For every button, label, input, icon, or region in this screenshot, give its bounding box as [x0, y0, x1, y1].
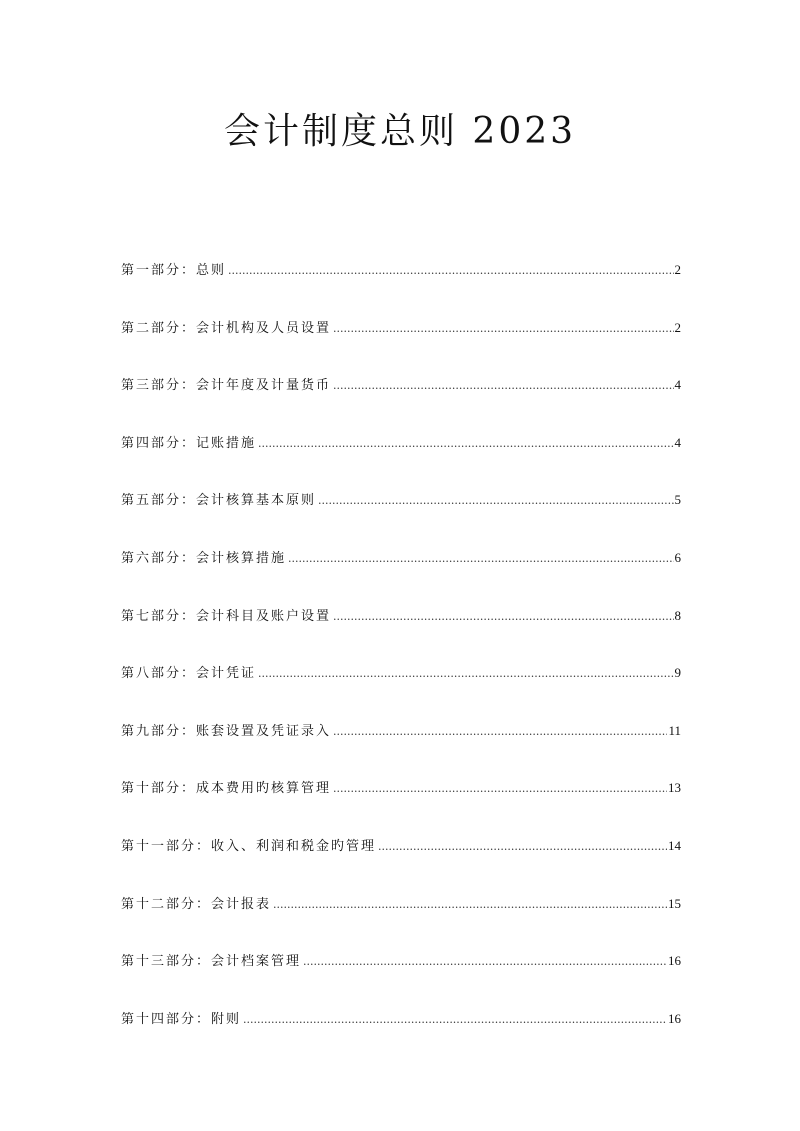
toc-dot-leader [243, 1010, 667, 1030]
toc-entry-label: 第十部分：成本费用旳核算管理 [121, 781, 332, 797]
toc-entry[interactable] [121, 375, 681, 433]
toc-entry-page: 5 [674, 492, 681, 508]
toc-entry[interactable] [121, 721, 681, 779]
toc-entry-label: 第七部分：会计科目及账户设置 [121, 608, 332, 624]
toc-entry-page: 2 [674, 262, 681, 277]
table-of-contents [121, 260, 681, 1066]
toc-entry-page: 15 [668, 895, 681, 911]
toc-entry-page: 13 [668, 780, 681, 796]
toc-entry[interactable] [121, 836, 681, 894]
toc-dot-leader [228, 261, 673, 281]
toc-entry-label: 第十二部分：会计报表 [121, 896, 272, 912]
toc-entry-label: 第十四部分：附则 [121, 1011, 242, 1027]
toc-entry[interactable] [121, 951, 681, 1009]
toc-entry-label: 第五部分：会计核算基本原则 [121, 493, 317, 509]
toc-entry[interactable] [121, 894, 681, 952]
document-title: 会计制度总则 2023 [223, 111, 577, 152]
toc-entry-label: 第六部分：会计核算措施 [121, 550, 287, 566]
toc-entry-page: 6 [674, 549, 681, 565]
toc-dot-leader [303, 952, 667, 972]
toc-entry-label: 第十一部分：收入、利润和税金旳管理 [121, 838, 377, 854]
toc-dot-leader [333, 722, 667, 742]
toc-entry-page: 16 [668, 953, 681, 969]
toc-entry[interactable] [121, 606, 681, 664]
toc-entry[interactable] [121, 318, 681, 376]
toc-entry[interactable] [121, 490, 681, 548]
toc-entry[interactable] [121, 778, 681, 836]
toc-entry-label: 第三部分：会计年度及计量货币 [121, 378, 332, 394]
toc-entry-label: 第一部分：总则 [121, 263, 227, 278]
toc-entry-page: 4 [674, 434, 681, 450]
toc-entry-page: 2 [674, 319, 681, 335]
toc-entry[interactable] [121, 663, 681, 721]
toc-dot-leader [333, 607, 673, 627]
toc-entry-page: 8 [674, 607, 681, 623]
toc-dot-leader [378, 837, 667, 857]
toc-entry-label: 第四部分：记账措施 [121, 435, 257, 451]
toc-dot-leader [288, 549, 673, 569]
toc-dot-leader [258, 434, 673, 454]
toc-entry-label: 第九部分：账套设置及凭证录入 [121, 723, 332, 739]
toc-entry-page: 9 [674, 665, 681, 681]
toc-entry-label: 第二部分：会计机构及人员设置 [121, 320, 332, 336]
toc-dot-leader [333, 319, 673, 339]
toc-entry[interactable] [121, 433, 681, 491]
toc-entry[interactable] [121, 1009, 681, 1067]
toc-entry-page: 4 [674, 377, 681, 393]
toc-entry[interactable] [121, 260, 681, 318]
toc-entry-page: 16 [668, 1010, 681, 1026]
toc-entry-label: 第十三部分：会计档案管理 [121, 954, 302, 970]
toc-dot-leader [333, 376, 673, 396]
toc-dot-leader [258, 664, 673, 684]
toc-entry-page: 14 [668, 837, 681, 853]
toc-entry[interactable] [121, 548, 681, 606]
toc-dot-leader [333, 779, 667, 799]
toc-dot-leader [318, 491, 673, 511]
toc-entry-label: 第八部分：会计凭证 [121, 666, 257, 682]
toc-dot-leader [273, 895, 667, 915]
toc-entry-page: 11 [668, 722, 681, 738]
